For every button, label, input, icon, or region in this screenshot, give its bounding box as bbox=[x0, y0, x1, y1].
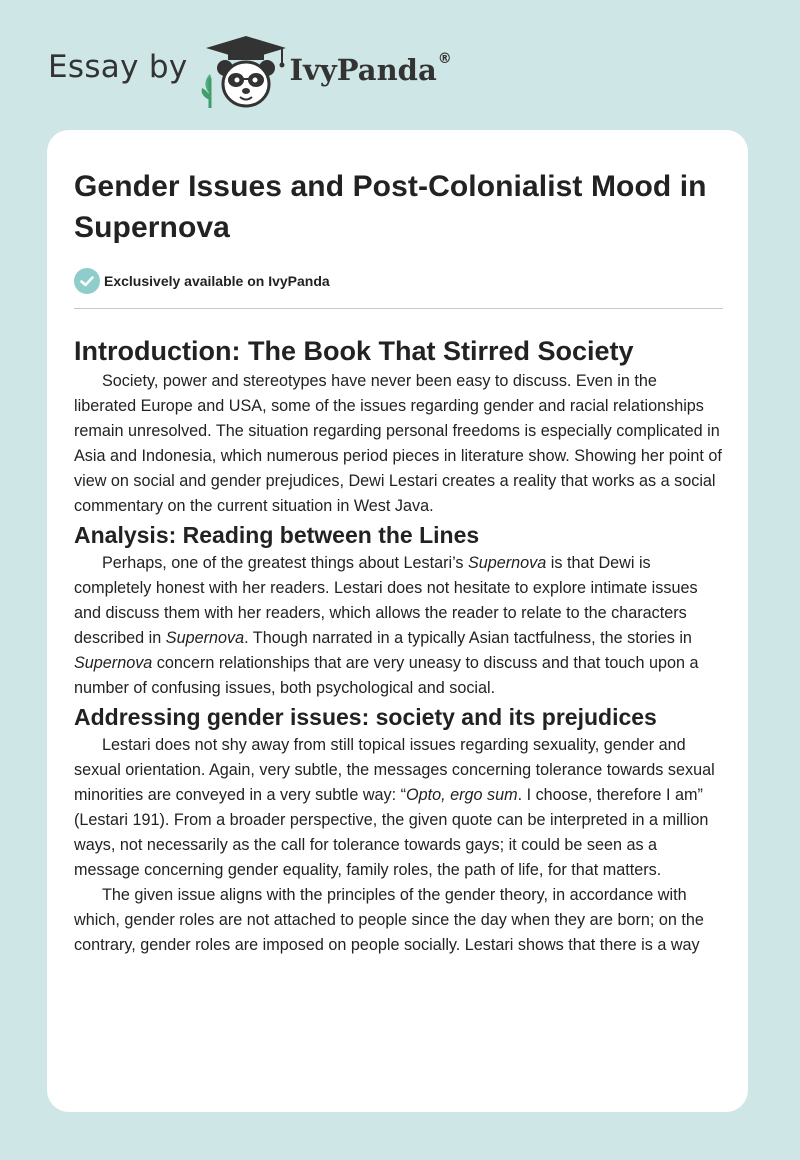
paragraph: Society, power and stereotypes have never been easy to discuss. Even in the liberated Europe and USA, some of the issues regarding gender and racial relationships remain unresolved. The situation regarding personal freedoms is especially complicated in Asia and Indonesia, which numerous period pieces in literature show. Showing her point of view on social and gender prejudices, Dewi Lestari creates a reality that works as a social commentary on the current situation in West Java. bbox=[74, 372, 722, 515]
italic-text: Supernova bbox=[74, 654, 153, 672]
italic-text: Opto, ergo sum bbox=[406, 786, 518, 804]
panda-graduate-logo-icon[interactable] bbox=[198, 34, 294, 110]
section-heading-analysis: Analysis: Reading between the Lines bbox=[74, 522, 480, 548]
registered-mark: ® bbox=[437, 51, 452, 67]
essay-by-label: Essay by bbox=[48, 49, 188, 85]
exclusive-label: Exclusively available on IvyPanda bbox=[104, 273, 330, 289]
title-divider bbox=[74, 308, 723, 309]
section-heading-gender-issues: Addressing gender issues: society and its prejudices bbox=[74, 704, 657, 730]
brand-name: IvyPanda® bbox=[289, 51, 452, 87]
italic-text: Supernova bbox=[165, 629, 245, 647]
essay-content bbox=[74, 166, 723, 958]
site-header bbox=[48, 34, 452, 110]
essay-card bbox=[47, 130, 748, 1112]
essay-title: Gender Issues and Post-Colonialist Mood in Supernova bbox=[74, 170, 707, 244]
exclusive-badge bbox=[74, 268, 723, 294]
paragraph: The given issue aligns with the principles of the gender theory, in accordance with which, gender roles are not attached to people since the day when they are born; on the contrary, gender roles are imposed on people socially. Lestari shows that there is a way bbox=[74, 886, 704, 954]
section-heading-introduction: Introduction: The Book That Stirred Society bbox=[74, 336, 634, 366]
italic-text: Supernova bbox=[467, 554, 547, 572]
paragraph: Lestari does not shy away from still topical issues regarding sexuality, gender and sexual orientation. Again, very subtle, the messages concerning tolerance towards sexual minorities are conveyed in a very subtle way: “Opto, ergo sum. I choose, therefore I am” (Lestari 191). From a broader perspective, the given quote can be interpreted in a million ways, not necessarily as the call for tolerance towards gays; it could be seen as a message concerning gender equality, family roles, the path of life, for that matters. bbox=[74, 736, 715, 879]
paragraph: Perhaps, one of the greatest things about Lestari’s Supernova is that Dewi is completely honest with her readers. Lestari does not hesitate to explore intimate issues and discuss them with her readers, which allows the reader to relate to the characters described in Supernova. Though narrated in a typically Asian tactfulness, the stories in Supernova concern relationships that are very uneasy to discuss and that touch upon a number of confusing issues, both psychological and social. bbox=[74, 554, 699, 697]
check-circle-icon bbox=[74, 268, 100, 294]
